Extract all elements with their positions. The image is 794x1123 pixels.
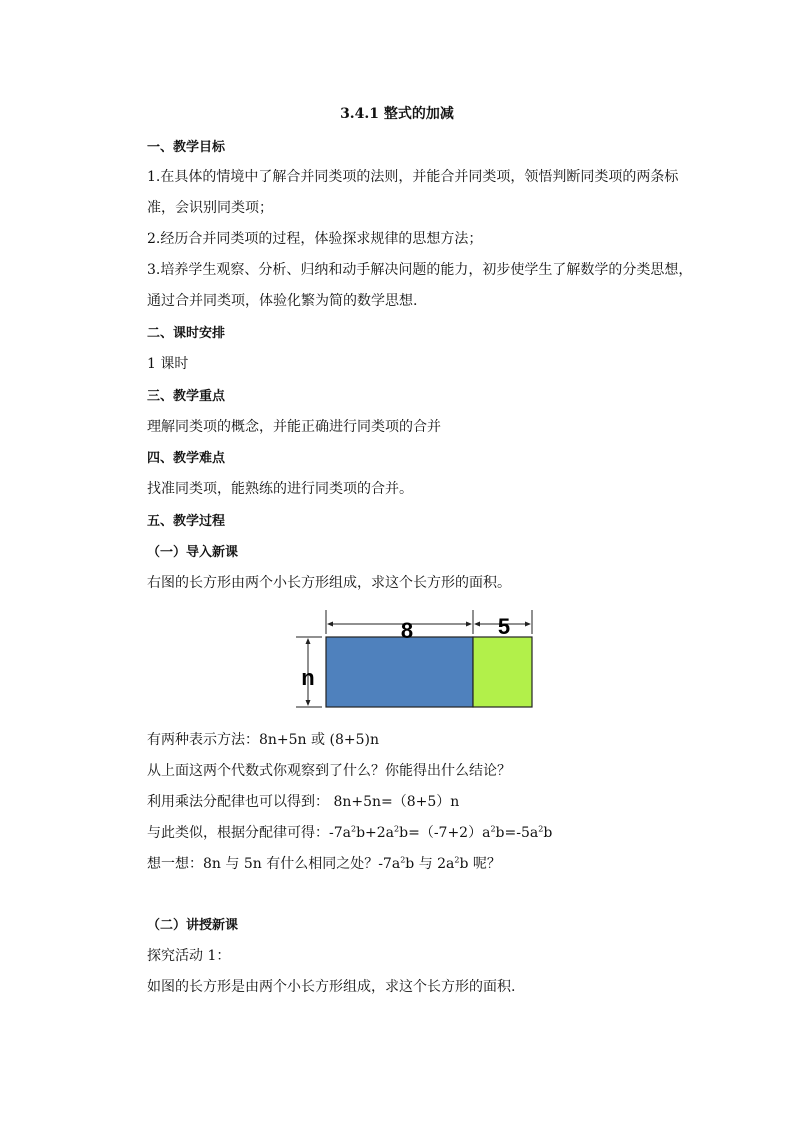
analogy-expression: [147, 822, 552, 842]
activity-text: 如图的长方形是由两个小长方形组成，求这个长方形的面积.: [147, 979, 516, 995]
exponent: 2: [394, 824, 400, 834]
observation-question: 从上面这两个代数式你观察到了什么？你能得出什么结论？: [147, 763, 511, 779]
subsection-heading-new-lesson: （二）讲授新课: [147, 918, 239, 933]
exponent: 2: [490, 824, 496, 834]
two-expressions-text: 有两种表示方法：8n+5n 或 (8+5)n: [147, 732, 379, 748]
key-points-text: 理解同类项的概念，并能正确进行同类项的合并: [147, 419, 441, 435]
section-heading-difficulties: 四、教学难点: [147, 451, 226, 466]
arrowhead: [306, 700, 311, 706]
arrowhead: [525, 622, 531, 627]
height-label: n: [301, 665, 315, 690]
section-heading-key-points: 三、教学重点: [147, 389, 226, 404]
width-label-right: 5: [497, 614, 511, 639]
left-rectangle: [326, 637, 473, 707]
expr-part: b+2a: [356, 825, 395, 841]
section-heading-objectives: 一、教学目标: [147, 140, 226, 155]
exponent: 2: [350, 824, 357, 834]
rectangle-diagram: [294, 610, 544, 714]
difficulties-text: 找准同类项，能熟练的进行同类项的合并。: [147, 481, 413, 497]
think-question: [147, 853, 501, 873]
expr-part: 与此类似，根据分配律可得：-7a: [147, 825, 351, 841]
objective-3-line-1: 3.培养学生观察、分析、归纳和动手解决问题的能力，初步使学生了解数学的分类思想，: [147, 262, 693, 278]
expr-part: b: [543, 825, 553, 841]
width-label-left: 8: [400, 618, 414, 643]
arrowhead: [466, 622, 472, 627]
activity-title: 探究活动 1：: [147, 948, 231, 964]
intro-text: 右图的长方形由两个小长方形组成，求这个长方形的面积。: [147, 575, 511, 591]
section-heading-process: 五、教学过程: [147, 514, 226, 529]
arrowhead: [474, 622, 480, 627]
document-title: 3.4.1 整式的加减: [340, 106, 454, 122]
objective-3-line-2: 通过合并同类项，体验化繁为简的数学思想.: [147, 293, 418, 309]
subsection-heading-intro: （一）导入新课: [147, 545, 239, 560]
objective-2: 2.经历合并同类项的过程，体验探求规律的思想方法；: [147, 231, 483, 247]
expr-part: b 与 2a: [405, 856, 455, 872]
rectangle-figure: [294, 610, 544, 714]
section-heading-schedule: 二、课时安排: [147, 326, 226, 341]
expr-part: 想一想：8n 与 5n 有什么相同之处？-7a: [147, 856, 401, 872]
expr-part: b=（-7+2）a: [399, 825, 491, 841]
exponent: 2: [454, 855, 460, 865]
arrowhead: [327, 622, 333, 627]
objective-1-line-1: 1.在具体的情境中了解合并同类项的法则，并能合并同类项，领悟判断同类项的两条标: [147, 169, 679, 185]
expr-part: b 呢？: [459, 856, 501, 872]
schedule-text: 1 课时: [147, 356, 189, 372]
objective-1-line-2: 准，会识别同类项；: [147, 200, 273, 216]
distributive-law-text: 利用乘法分配律也可以得到： 8n+5n=（8+5）n: [147, 794, 460, 810]
right-rectangle: [473, 637, 532, 707]
exponent: 2: [538, 824, 544, 834]
arrowhead: [306, 638, 311, 644]
expr-part: b=-5a: [495, 825, 539, 841]
exponent: 2: [400, 855, 406, 865]
